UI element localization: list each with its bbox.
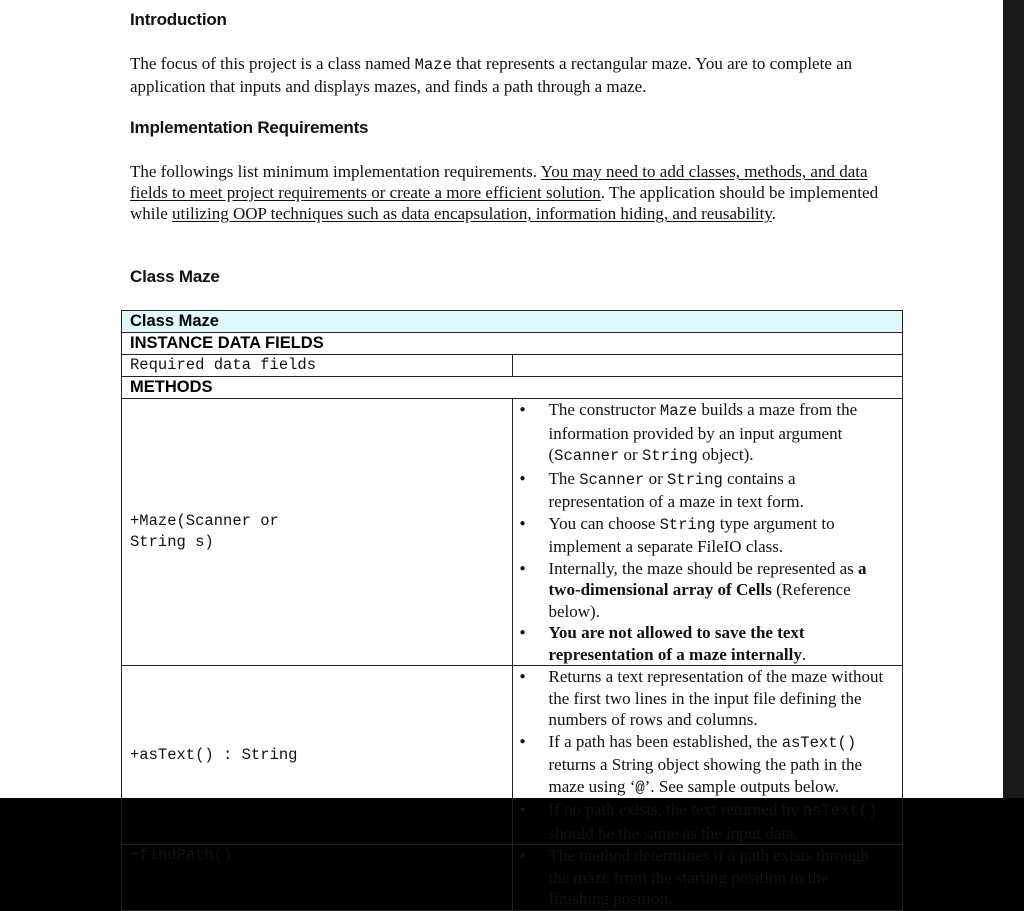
heading-introduction: Introduction — [130, 10, 227, 29]
fields-row — [122, 355, 903, 377]
methods-header-row — [122, 377, 903, 399]
heading-implementation: Implementation Requirements — [130, 118, 369, 137]
constructor-description — [512, 399, 903, 666]
table-title-row — [122, 311, 903, 333]
list-item: ● The constructor Maze builds a maze from the information provided by an input argument (Scanner or String object). — [549, 399, 889, 468]
implementation-paragraph: The followings list minimum implementation requirements. You may need to add classes, methods, and data fields to meet project requirements or create a more efficient solution. The application should be implemented while utilizing OOP techniques such as data encapsulation, information hiding, and reusability. — [130, 162, 879, 223]
methods-header: METHODS — [122, 377, 903, 399]
fields-empty-cell — [512, 355, 903, 377]
constructor-signature: +Maze(Scanner or String s) — [122, 399, 513, 666]
required-data-fields: Required data fields — [122, 355, 513, 377]
class-maze-table — [121, 310, 903, 911]
list-item: ● Returns a text representation of the maze without the first two lines in the input file defining the numbers of rows and columns. — [549, 666, 889, 731]
astext-description — [512, 666, 903, 845]
list-item: ● The Scanner or String contains a representation of a maze in text form. — [549, 468, 889, 513]
list-item: ● The method determines if a path exists through the maze from the starting position to the finishing position. — [549, 845, 889, 910]
table-row — [122, 666, 903, 845]
fields-header: INSTANCE DATA FIELDS — [122, 333, 903, 355]
underlined-oop: utilizing OOP techniques such as data encapsulation, information hiding, and reusability — [172, 204, 772, 223]
table-row — [122, 399, 903, 666]
table-title: Class Maze — [122, 311, 903, 333]
table-row — [122, 845, 903, 911]
fields-header-row — [122, 333, 903, 355]
list-item: ● If a path has been established, the asText() returns a String object showing the path in the maze using ‘@’. See sample outputs below. — [549, 731, 889, 800]
underlined-requirement: You may need to add classes, methods, and data fields to meet project requirements or create a more efficient solution — [130, 162, 868, 202]
list-item: ● Internally, the maze should be represented as a two-dimensional array of Cells (Reference below). — [549, 558, 889, 623]
list-item: ● You are not allowed to save the text representation of a maze internally. — [549, 622, 889, 665]
astext-signature: +asText() : String — [122, 666, 513, 845]
list-item: ● You can choose String type argument to implement a separate FileIO class. — [549, 513, 889, 558]
findpath-description — [512, 845, 903, 911]
intro-paragraph: The focus of this project is a class named Maze that represents a rectangular maze. You are to complete an application that inputs and displays mazes, and finds a path through a maze. — [130, 54, 853, 96]
code-maze: Maze — [414, 56, 452, 74]
vertical-scrollbar[interactable] — [1003, 0, 1024, 798]
list-item: ● If no path exists, the text returned by asText() should be the same as the input data. — [549, 799, 889, 844]
heading-class-maze: Class Maze — [130, 267, 220, 286]
findpath-signature: +findPath() — [122, 845, 513, 911]
